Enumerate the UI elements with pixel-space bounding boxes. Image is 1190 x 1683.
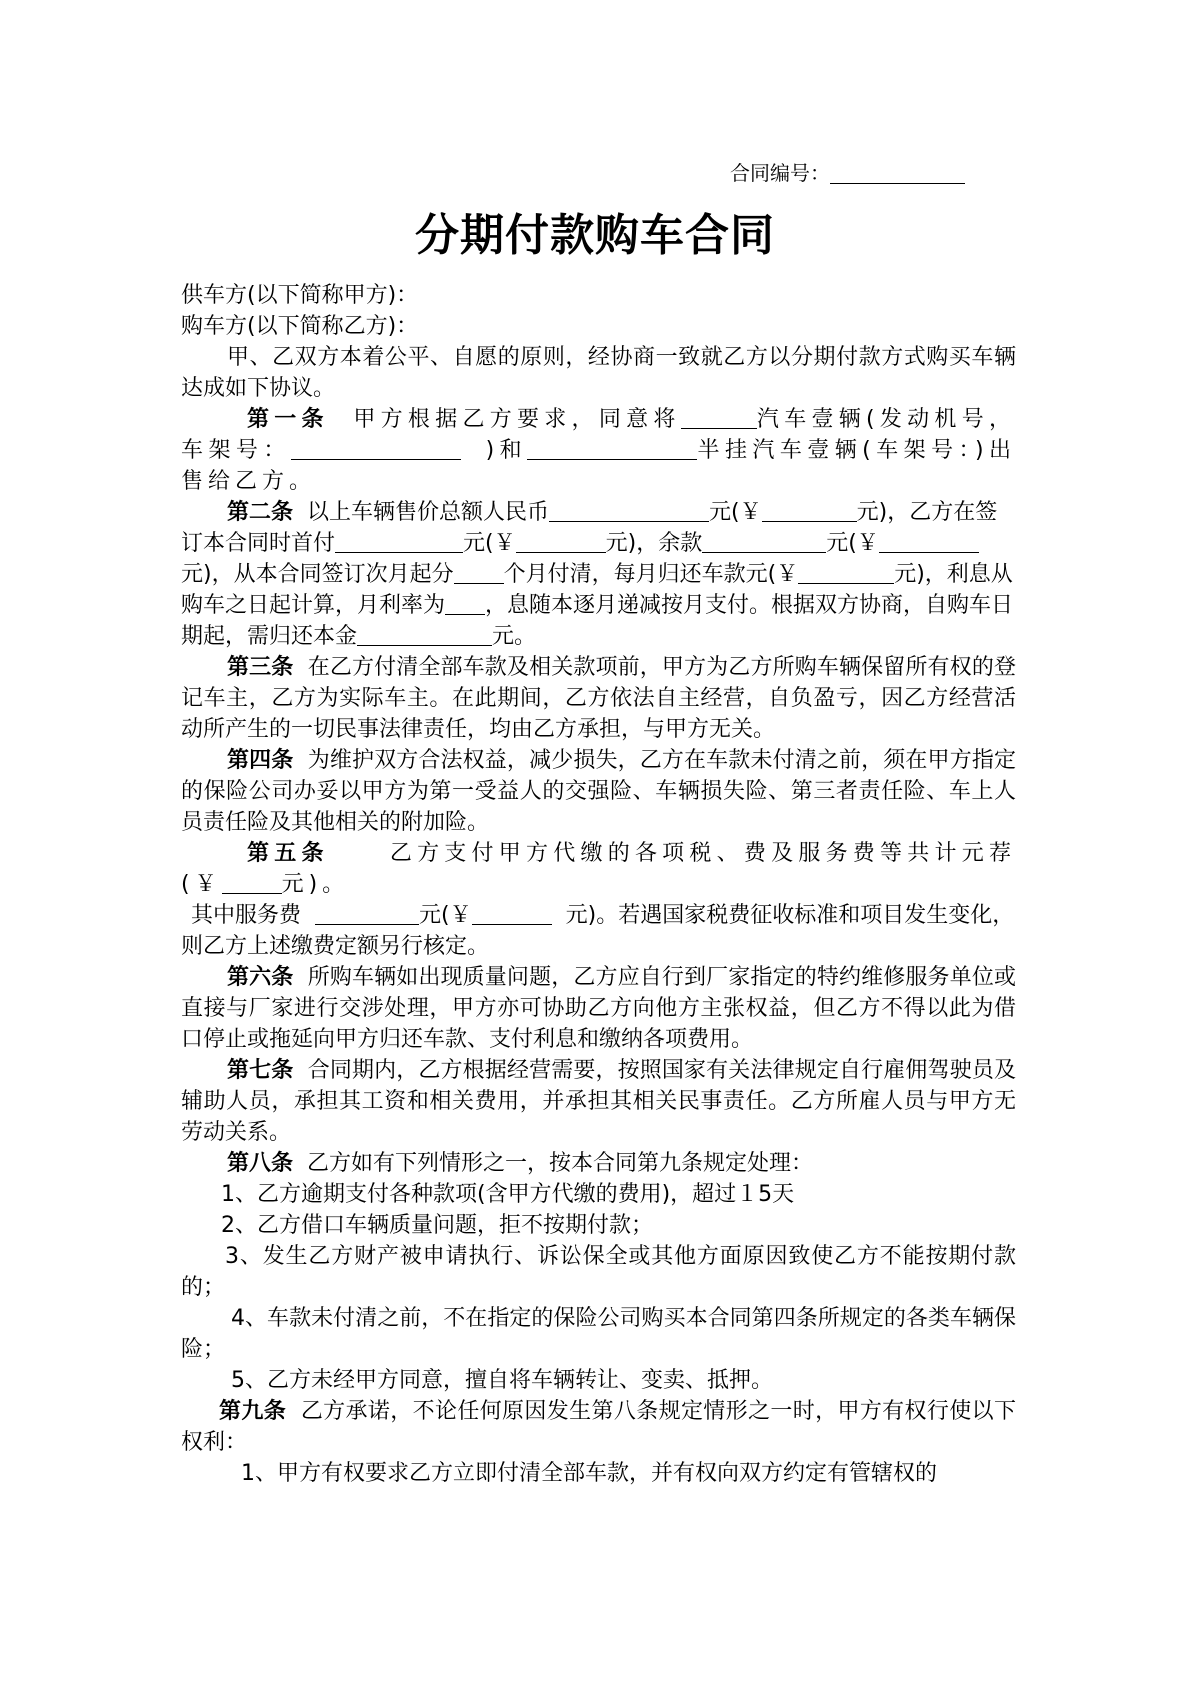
blank-field — [454, 561, 504, 584]
article-8-item-3: 3、发生乙方财产被申请执行、诉讼保全或其他方面原因致使乙方不能按期付款的； — [181, 1244, 1016, 1300]
document-title: 分期付款购车合同 — [415, 210, 775, 261]
article-2-text-4: 元(￥ — [463, 531, 516, 556]
article-9-text: 乙方承诺，不论任何原因发生第八条规定情形之一时，甲方有权行使以下权利： — [181, 1399, 1016, 1455]
article-1 — [181, 404, 1016, 497]
intro-paragraph: 甲、乙双方本着公平、自愿的原则，经协商一致就乙方以分期付款方式购买车辆达成如下协议。 — [181, 345, 1016, 401]
article-1-heading: 第一条 — [247, 407, 329, 432]
article-9-item-1: 1、甲方有权要求乙方立即付清全部车款，并有权向双方约定有管辖权的 — [241, 1461, 937, 1486]
article-2-text-12: 元。 — [492, 624, 537, 649]
article-1-text-5: 半挂汽车壹辆(车架号： — [697, 438, 975, 463]
article-6 — [181, 962, 1016, 1055]
blank-field — [527, 437, 697, 460]
blank-field — [222, 871, 282, 894]
article-9 — [181, 1396, 1016, 1458]
article-7 — [181, 1055, 1016, 1148]
blank-field — [335, 530, 463, 553]
article-8-heading: 第八条 — [227, 1151, 294, 1176]
article-9-heading: 第九条 — [219, 1399, 287, 1424]
article-5-text-2: 元荐(￥ — [181, 841, 1016, 897]
article-8-item-4: 4、车款未付清之前，不在指定的保险公司购买本合同第四条所规定的各类车辆保险； — [181, 1306, 1016, 1362]
article-5-text-4: 其中服务费 — [191, 903, 302, 928]
article-5 — [181, 838, 1016, 900]
blank-field — [472, 902, 552, 925]
article-5-text-3: 元)。 — [281, 872, 350, 897]
blank-field — [315, 902, 419, 925]
article-2-text-2: 元(￥ — [709, 500, 762, 525]
article-1-text-6: )出售给乙方。 — [181, 438, 1016, 494]
article-5-text-1: 乙方支付甲方代缴的各项税、费及服务费等共计 — [389, 841, 962, 866]
article-1-text-1: 甲方根据乙方要求，同意将 — [353, 407, 681, 432]
article-8-item-1: 1、乙方逾期支付各种款项(含甲方代缴的费用)，超过１5天 — [221, 1182, 795, 1207]
contract-number — [730, 160, 965, 186]
blank-field — [357, 623, 492, 646]
article-8-text: 乙方如有下列情形之一，按本合同第九条规定处理： — [307, 1151, 814, 1176]
article-8 — [181, 1148, 1016, 1179]
blank-field — [702, 530, 826, 553]
article-5-text-6: 元)。若遇国家税费征收标准和项目发生变化，则乙方上述缴费定额另行核定。 — [181, 903, 1015, 959]
blank-field — [445, 592, 485, 615]
article-4-heading: 第四条 — [227, 748, 294, 773]
article-4 — [181, 745, 1016, 838]
article-4-text: 为维护双方合法权益，减少损失，乙方在车款未付清之前，须在甲方指定的保险公司办妥以甲方为第一受益人的交强险、车辆损失险、第三者责任险、车上人员责任险及其他相关的附加险。 — [181, 748, 1016, 835]
article-2-text-10: 元)，利息从购车之日起计算，月利率为 — [181, 562, 1013, 618]
article-2-text-9: 元(￥ — [745, 562, 799, 587]
article-2-text-6: 元(￥ — [826, 531, 879, 556]
article-3-text: 在乙方付清全部车款及相关款项前，甲方为乙方所购车辆保留所有权的登记车主，乙方为实际车主。在此期间，乙方依法自主经营，自负盈亏，因乙方经营活动所产生的一切民事法律责任，均由乙方承担，与甲方无关。 — [181, 655, 1016, 742]
article-5-heading: 第五条 — [247, 841, 329, 866]
blank-field — [291, 437, 461, 460]
blank-field — [516, 530, 606, 553]
article-2-text-1: 以上车辆售价总额人民币 — [307, 500, 550, 525]
article-3 — [181, 652, 1016, 745]
article-3-heading: 第三条 — [227, 655, 294, 680]
contract-body — [181, 280, 1016, 1489]
blank-field — [798, 561, 894, 584]
article-2-text-5: 元)，余款 — [605, 531, 703, 556]
article-2-text-11: ，息随本逐月递减按月支付。根据双方协商，自购车日期起，需归还本金 — [181, 593, 1014, 649]
blank-field — [681, 406, 757, 429]
article-2-text-8: 个月付清，每月归还车款 — [503, 562, 746, 587]
article-8-item-5: 5、乙方未经甲方同意，擅自将车辆转让、变卖、抵押。 — [231, 1368, 773, 1393]
article-7-text: 合同期内，乙方根据经营需要，按照国家有关法律规定自行雇佣驾驶员及辅助人员，承担其工资和相关费用，并承担其相关民事责任。乙方所雇人员与甲方无劳动关系。 — [181, 1058, 1016, 1145]
article-6-text: 所购车辆如出现质量问题，乙方应自行到厂家指定的特约维修服务单位或直接与厂家进行交涉处理，甲方亦可协助乙方向他方主张权益，但乙方不得以此为借口停止或拖延向甲方归还车款、支付利息和缴纳各项费用。 — [181, 965, 1016, 1052]
blank-field — [762, 499, 857, 522]
contract-number-blank — [830, 163, 965, 184]
article-5-text-5: 元(￥ — [419, 903, 472, 928]
article-2-text-7: 元)，从本合同签订次月起分 — [181, 562, 454, 587]
article-2 — [181, 497, 1016, 652]
article-8-item-2: 2、乙方借口车辆质量问题，拒不按期付款； — [221, 1213, 653, 1238]
article-6-heading: 第六条 — [227, 965, 294, 990]
blank-field — [879, 530, 979, 553]
article-1-text-3: ，车架号： — [181, 407, 1016, 463]
blank-field — [549, 499, 709, 522]
article-5-service-fee — [181, 900, 1016, 962]
article-1-text-2: 汽车壹辆(发动机号 — [756, 407, 989, 432]
article-2-heading: 第二条 — [227, 500, 294, 525]
article-7-heading: 第七条 — [227, 1058, 294, 1083]
seller-line: 供车方(以下简称甲方)： — [181, 283, 419, 308]
article-2-text-3: 元)，乙方在签订本合同时首付 — [181, 500, 998, 556]
buyer-line: 购车方(以下简称乙方)： — [181, 314, 419, 339]
article-1-text-4: )和 — [485, 438, 528, 463]
contract-number-label: 合同编号： — [730, 161, 830, 185]
